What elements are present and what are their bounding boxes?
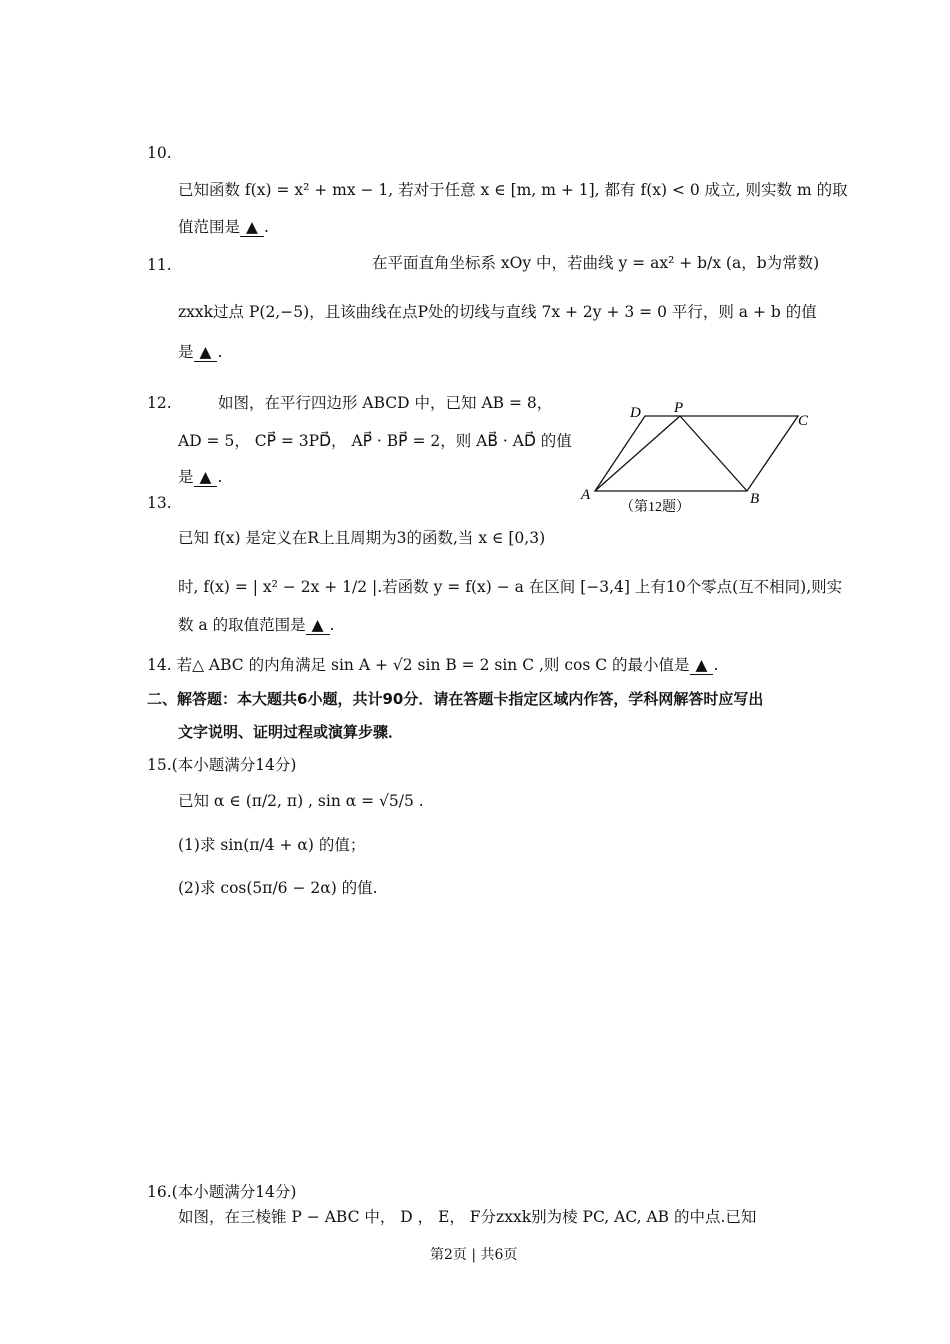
q12-answer-blank: ▲ — [194, 470, 218, 487]
q15-part1: (1)求 sin(π/4 + α) 的值； — [178, 836, 366, 854]
q11-end: . — [217, 343, 223, 361]
q12-parallelogram-figure — [575, 395, 820, 520]
q13-number: 13. — [147, 494, 172, 512]
q12-line2: AD = 5， CP⃗ = 3PD⃗， AP⃗ · BP⃗ = 2，则 AB⃗ · AD⃗ 的值 — [178, 432, 572, 450]
q12-number: 12. — [147, 394, 172, 412]
q13-line3 — [178, 618, 334, 635]
q14-answer-blank: ▲ — [690, 658, 714, 675]
q15-title: 15.(本小题满分14分) — [147, 756, 297, 774]
section2-heading-line2: 文字说明、证明过程或演算步骤． — [178, 723, 404, 741]
q15-given: 已知 α ∈ (π/2, π) , sin α = √5/5 . — [178, 792, 424, 810]
label-b: B — [750, 491, 760, 507]
q13-end: . — [329, 616, 335, 634]
q12-line3 — [178, 470, 222, 487]
section2-heading-line1: 二、解答题：本大题共6小题，共计90分．请在答题卡指定区域内作答，学科网解答时应写出 — [147, 690, 764, 708]
q13-line1: 已知 f(x) 是定义在R上且周期为3的函数,当 x ∈ [0,3) — [178, 529, 546, 547]
q13-line2: 时, f(x) = | x² − 2x + 1/2 |.若函数 y = f(x) − a 在区间 [−3,4] 上有10个零点(互不相同),则实 — [178, 578, 843, 596]
q10-end: . — [263, 218, 269, 236]
q14-line — [147, 658, 718, 675]
q16-line1: 如图，在三棱锥 P − ABC 中， D ， E， F分zxxk别为棱 PC, AC, AB 的中点.已知 — [178, 1208, 757, 1226]
q11-answer-blank: ▲ — [194, 345, 218, 362]
q11-line3 — [178, 345, 222, 362]
q14-text: 14. 若△ ABC 的内角满足 sin A + √2 sin B = 2 sin C ,则 cos C 的最小值是 — [147, 656, 690, 674]
page-footer: 第2页 | 共6页 — [430, 1247, 518, 1263]
q10-number: 10. — [147, 144, 172, 162]
label-p: P — [674, 400, 684, 416]
q15-part2: (2)求 cos(5π/6 − 2α) 的值. — [178, 879, 378, 897]
parallelogram-abcd — [595, 416, 798, 491]
q10-line2 — [178, 220, 269, 237]
q12-line1: 如图，在平行四边形 ABCD 中，已知 AB = 8， — [218, 394, 553, 412]
label-c: C — [798, 413, 809, 429]
q12-line3-text: 是 — [178, 468, 194, 486]
q11-number: 11. — [147, 256, 172, 274]
segment-bp — [680, 416, 747, 491]
label-d: D — [630, 405, 641, 421]
q14-end: . — [713, 656, 719, 674]
q13-line3-text: 数 a 的取值范围是 — [178, 616, 306, 634]
q16-title: 16.(本小题满分14分) — [147, 1183, 297, 1201]
q11-line3-text: 是 — [178, 343, 194, 361]
q12-end: . — [217, 468, 223, 486]
figure-caption: （第12题） — [620, 500, 690, 515]
q10-answer-blank: ▲ — [240, 220, 264, 237]
q11-line1: 在平面直角坐标系 xOy 中，若曲线 y = ax² + b/x (a，b为常数) — [372, 254, 820, 272]
q13-answer-blank: ▲ — [306, 618, 330, 635]
label-a: A — [581, 487, 591, 503]
q10-line1: 已知函数 f(x) = x² + mx − 1, 若对于任意 x ∈ [m, m + 1], 都有 f(x) < 0 成立, 则实数 m 的取 — [178, 181, 848, 199]
q11-line2: zxxk过点 P(2,−5)，且该曲线在点P处的切线与直线 7x + 2y + 3 = 0 平行，则 a + b 的值 — [178, 303, 817, 321]
q10-line2-text: 值范围是 — [178, 218, 241, 236]
